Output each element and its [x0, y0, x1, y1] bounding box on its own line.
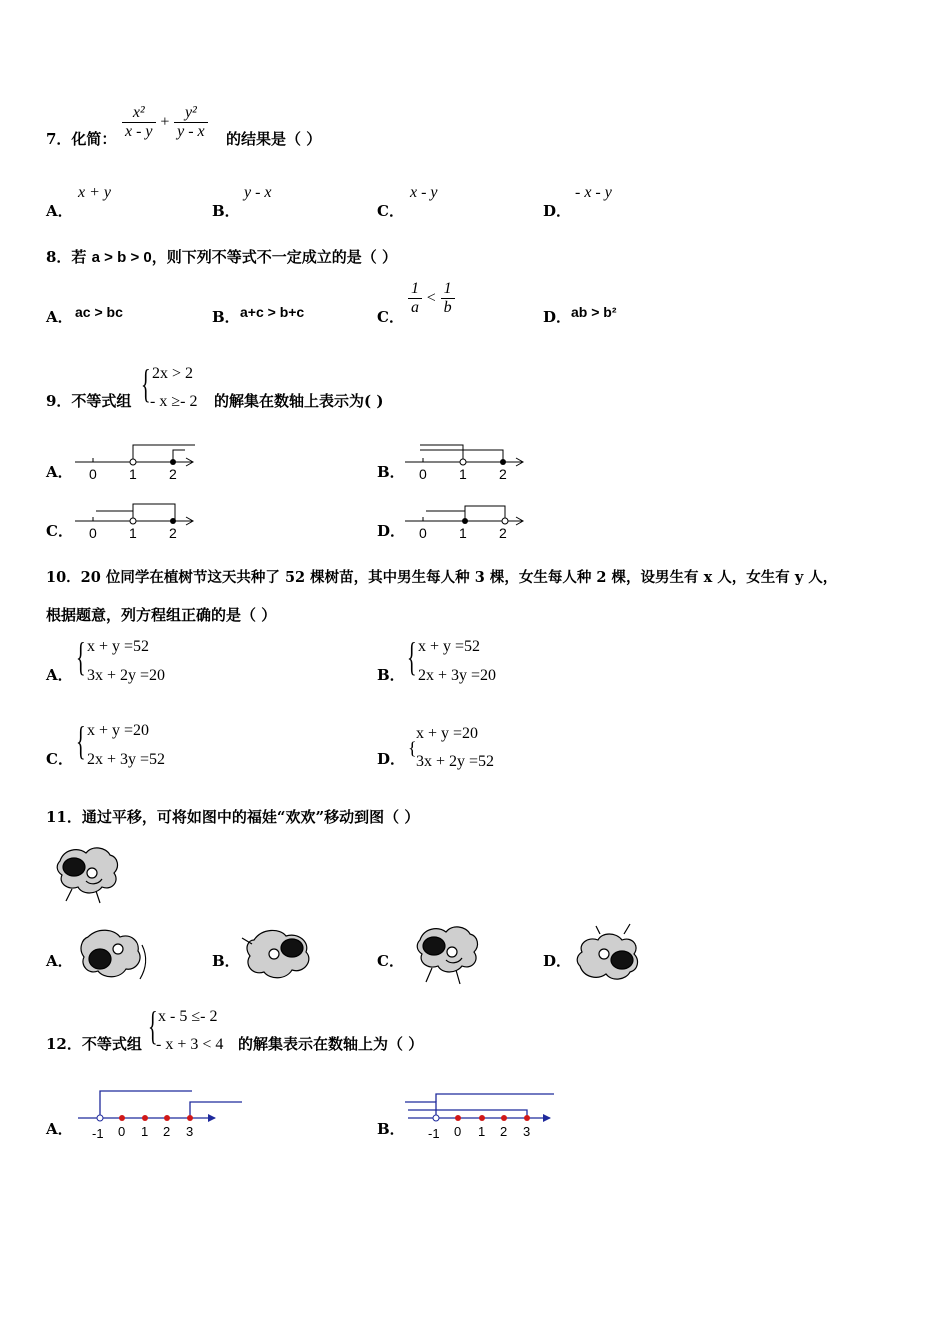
tick-label-0: 0: [419, 466, 427, 482]
q7-option-c-letter[interactable]: C．: [377, 202, 404, 220]
q10-option-a-eq2: 3x + 2y =20: [87, 667, 166, 684]
q12-option-a-letter[interactable]: A．: [46, 1120, 73, 1138]
q7-fraction-1: $\frac{\text{x²}}{x - y}$: [122, 104, 156, 141]
q10-option-a-eq1: x + y =52: [87, 638, 150, 655]
q11-stem: 11．通过平移，可将如图中的福娃“欢欢”移动到图（ ）: [46, 808, 420, 826]
q12-option-b-numberline: [400, 1084, 560, 1148]
q7-fraction-2: $\frac{\text{y²}}{y - x}$: [174, 104, 208, 141]
tick-label-0: 0: [89, 466, 97, 482]
q12-line-2: - x + 3 < 4: [156, 1036, 224, 1053]
q9-option-c-letter[interactable]: C．: [46, 522, 73, 540]
q8-option-b-letter[interactable]: B．: [212, 308, 240, 326]
q11-option-a-letter[interactable]: A．: [46, 952, 73, 970]
q12-option-b-letter[interactable]: B．: [377, 1120, 405, 1138]
q9-line-2: - x ≥- 2: [150, 393, 198, 410]
q12-line-1: x - 5 ≤- 2: [158, 1008, 218, 1025]
q10-option-d-eq2: 3x + 2y =52: [416, 753, 495, 770]
q7-option-c-expr: x - y: [410, 184, 438, 201]
tick-label-3: 3: [186, 1124, 194, 1139]
q10-option-c-eq1: x + y =20: [87, 722, 150, 739]
q12-label: 12．不等式组: [46, 1035, 142, 1053]
q7-suffix: 的结果是（ ）: [226, 130, 322, 148]
tick-label-2: 2: [169, 466, 177, 482]
q10-option-b-eq2: 2x + 3y =20: [418, 667, 497, 684]
q9-label: 9．不等式组: [46, 392, 132, 410]
q7-option-d-expr: - x - y: [575, 184, 612, 201]
q7-option-d-letter[interactable]: D．: [543, 202, 572, 220]
tick-label-2: 2: [499, 466, 507, 482]
q8-option-d-letter[interactable]: D．: [543, 308, 572, 326]
q12-suffix: 的解集表示在数轴上为（ ）: [238, 1035, 424, 1053]
q7-label: 7．化简：: [46, 130, 117, 148]
q9-option-c-numberline: [70, 499, 200, 541]
tick-label-2: 2: [163, 1124, 171, 1139]
tick-label-1: 1: [459, 466, 467, 482]
q10-stem-line-1: 10．20 位同学在植树节这天共种了 52 棵树苗，其中男生每人种 3 棵，女生每人种 2 棵，设男生有 x 人，女生有 y 人，: [46, 569, 838, 586]
tick-label-1: 1: [459, 525, 467, 541]
tick-label-2: 2: [169, 525, 177, 541]
q9-brace: {: [141, 361, 151, 406]
q10-option-a-brace: {: [76, 634, 86, 679]
tick-label-2: 2: [499, 525, 507, 541]
q9-option-a-letter[interactable]: A．: [46, 463, 73, 481]
q11-mascot-original: [52, 843, 124, 905]
q9-option-a-numberline: [70, 440, 200, 482]
tick-label-neg1: -1: [428, 1126, 440, 1141]
q9-option-b-numberline: [400, 440, 530, 482]
q10-stem-line-2: 根据题意，列方程组正确的是（ ）: [46, 606, 277, 624]
q9-option-d-letter[interactable]: D．: [377, 522, 406, 540]
tick-label-2: 2: [500, 1124, 508, 1139]
q10-option-d-letter[interactable]: D．: [377, 750, 406, 768]
q11-option-a-mascot: [78, 925, 150, 985]
q11-option-d-letter[interactable]: D．: [543, 952, 572, 970]
q10-option-b-eq1: x + y =52: [418, 638, 481, 655]
q8-stem: 8．若 a > b > 0，则下列不等式不一定成立的是（ ）: [46, 248, 397, 266]
q11-option-c-mascot: [412, 922, 484, 988]
q10-option-d-brace: {: [408, 738, 417, 758]
q11-option-c-letter[interactable]: C．: [377, 952, 404, 970]
q7-option-a-letter[interactable]: A．: [46, 202, 73, 220]
q7-option-b-letter[interactable]: B．: [212, 202, 240, 220]
q10-option-a-letter[interactable]: A．: [46, 666, 73, 684]
q11-option-b-mascot: [240, 924, 320, 984]
tick-label-neg1: -1: [92, 1126, 104, 1141]
q7-option-a-expr: x + y: [78, 184, 111, 201]
q9-option-b-letter[interactable]: B．: [377, 463, 405, 481]
tick-label-0: 0: [419, 525, 427, 541]
q7-expression: $\frac{\text{x²}}{x - y}$ + $\frac{\text{y²}}{y - x}$: [122, 104, 208, 141]
q7-option-b-expr: y - x: [244, 184, 272, 201]
q11-option-d-mascot: [572, 922, 646, 984]
tick-label-0: 0: [89, 525, 97, 541]
q10-option-b-brace: {: [407, 634, 417, 679]
q8-option-d-expr: ab > b²: [571, 304, 617, 320]
tick-label-3: 3: [523, 1124, 531, 1139]
q10-option-d-eq1: x + y =20: [416, 725, 479, 742]
q12-brace: {: [148, 1003, 158, 1048]
q8-option-c-expr: $\frac{1}{a}$ < $\frac{1}{b}$: [408, 280, 455, 317]
q8-option-c-letter[interactable]: C．: [377, 308, 404, 326]
q10-option-c-letter[interactable]: C．: [46, 750, 73, 768]
q9-suffix: 的解集在数轴上表示为( ): [214, 392, 384, 410]
tick-label-1: 1: [129, 525, 137, 541]
q9-option-d-numberline: [400, 499, 530, 541]
q11-option-b-letter[interactable]: B．: [212, 952, 240, 970]
q12-option-a-numberline: [70, 1084, 250, 1148]
tick-label-0: 0: [118, 1124, 126, 1139]
q8-option-b-expr: a+c > b+c: [240, 304, 305, 320]
tick-label-1: 1: [478, 1124, 486, 1139]
q10-option-c-brace: {: [76, 718, 86, 763]
tick-label-1: 1: [129, 466, 137, 482]
q8-option-a-letter[interactable]: A．: [46, 308, 73, 326]
tick-label-0: 0: [454, 1124, 462, 1139]
q8-option-a-expr: ac > bc: [75, 304, 123, 320]
q10-option-c-eq2: 2x + 3y =52: [87, 751, 166, 768]
q9-line-1: 2x > 2: [152, 365, 194, 382]
tick-label-1: 1: [141, 1124, 149, 1139]
q10-option-b-letter[interactable]: B．: [377, 666, 405, 684]
